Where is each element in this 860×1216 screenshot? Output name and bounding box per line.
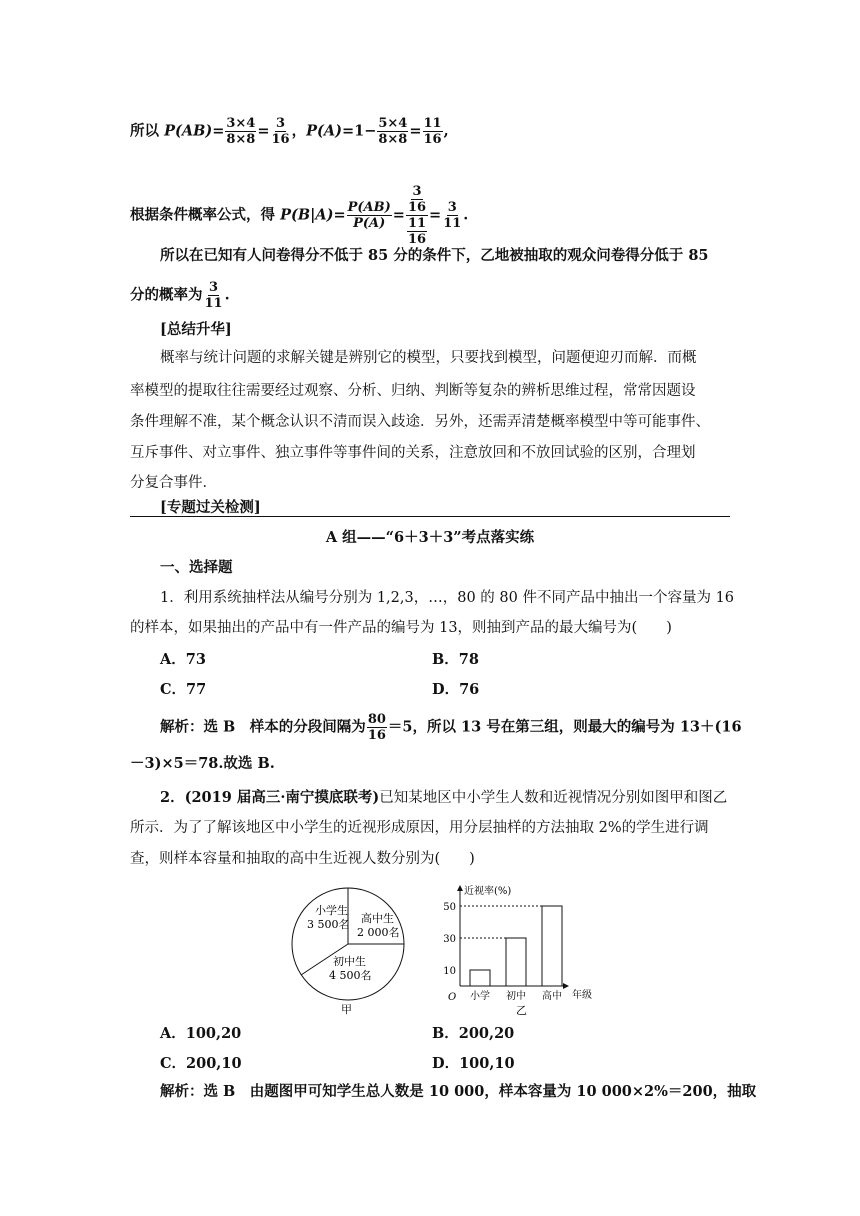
solution-1-line: －3)×5＝78.故选 B. [130,755,275,772]
denominator: 16 [367,728,386,743]
denominator: 16 [423,132,442,147]
text: 分的概率为 [130,286,203,304]
group-title: A 组——“6＋3＋3”考点落实练 [325,529,535,546]
denominator: 11 [443,216,462,231]
text: . [224,286,230,304]
category-label: 高中 [542,991,562,1002]
question-1-line: 1．利用系统抽样法从编号分别为 1,2,3，…，80 的 80 件不同产品中抽出一个容量为 16 [160,590,735,606]
text: = [392,206,405,224]
option-d: D．100,10 [432,1055,515,1072]
category-label: 小学 [470,991,490,1002]
origin-label: O [448,992,457,1003]
chart-caption: 乙 [516,1004,527,1016]
fraction [271,116,291,147]
bars-group [443,902,562,1002]
pie-count: 3 500名 [307,918,350,931]
fraction [442,200,462,231]
question-2-line [160,788,727,808]
text: 所以 [130,122,159,140]
formula-line-1 [130,116,449,147]
text: P(B|A) [280,206,334,224]
pie-caption: 甲 [341,1003,352,1016]
text: P(AB) [164,122,213,140]
denominator: P(A) [353,216,386,231]
summary-line: 概率与统计问题的求解关键是辨别它的模型，只要找到模型，问题便迎刃而解．而概 [160,350,697,366]
formula-line-2 [130,184,468,247]
numerator: 11 [423,116,442,131]
option-c: C．200,10 [160,1055,242,1072]
numerator: 5×4 [378,116,408,131]
text: ＝5，所以 13 号在第三组，则最大的编号为 13＋(16 [387,718,742,736]
bar-0 [470,970,490,986]
denominator: 16 [407,200,427,215]
denominator [406,216,428,247]
solution-1-line [160,712,742,743]
fraction [204,280,224,311]
numerator: 3×4 [226,116,256,131]
text: 解析：选 B 样本的分段间隔为 [160,718,366,736]
option-a: A．100,20 [160,1025,242,1042]
fraction [225,116,256,147]
text: P(A) [306,122,342,140]
nested-fraction [406,184,428,247]
text: 根据条件概率公式，得 [130,206,275,224]
option-b: B．78 [432,651,479,668]
option-d: D．76 [432,681,480,698]
text: =1− [341,122,377,140]
pie-label: 初中生 [333,955,366,968]
numerator [406,184,428,216]
question-source: 2．(2019 届高三·南宁摸底联考) [160,789,380,806]
fraction [407,216,427,247]
paragraph-line: 所以在已知有人问卷得分不低于 85 分的条件下，乙地被抽取的观众问卷得分低于 85 [160,247,709,264]
pie-label: 高中生 [361,912,394,925]
text: 已知某地区中小学生人数和近视情况分别如图甲和图乙 [379,790,728,806]
question-1-line: 的样本，如果抽出的产品中有一件产品的编号为 13，则抽到产品的最大编号为( ) [130,620,672,636]
solution-2-line: 解析：选 B 由题图甲可知学生总人数是 10 000，样本容量为 10 000×2%＝200，抽取 [160,1083,757,1100]
numerator: 3 [209,280,219,295]
text: ， [291,122,307,140]
numerator: 3 [276,116,286,131]
summary-line: 互斥事件、对立事件、独立事件等事件间的关系，注意放回和不放回试验的区别，合理划 [130,445,696,461]
pie-label: 小学生 [315,904,348,917]
denominator: 11 [204,296,223,311]
summary-line: 条件理解不准，某个概念认识不清而误入歧途．另外，还需弄清楚概率模型中等可能事件、 [130,414,710,430]
text: = [333,206,346,224]
option-c: C．77 [160,681,207,698]
fraction [367,712,387,743]
y-tick-label: 30 [443,934,456,945]
y-tick-label: 10 [443,966,456,977]
question-2-line: 所示．为了了解该地区中小学生的近视形成原因，用分层抽样的方法抽取 2%的学生进行调 [130,820,709,836]
question-2-line: 查，则样本容量和抽取的高中生近视人数分别为( ) [130,851,475,867]
part-title: 一、选择题 [160,559,233,576]
numerator: 80 [367,712,386,727]
section-rule [130,516,730,517]
text: = [409,122,422,140]
fraction [423,116,443,147]
x-axis-label: 年级 [572,990,592,1001]
summary-line: 率模型的提取往往需要经过观察、分析、归纳、判断等复杂的辨析思维过程，常常因题设 [130,383,696,399]
numerator: P(AB) [347,200,391,215]
fraction [347,200,392,231]
denominator: 16 [271,132,290,147]
denominator: 8×8 [226,132,256,147]
bar-chart [438,880,606,1016]
category-label: 初中 [506,991,526,1002]
numerator: 11 [407,216,427,231]
numerator: 3 [447,200,457,215]
text: . [463,206,469,224]
option-b: B．200,20 [432,1025,515,1042]
y-tick-label: 50 [443,902,456,913]
y-axis-label: 近视率(%) [464,886,512,897]
text: = [257,122,270,140]
denominator: 8×8 [378,132,408,147]
bar-1 [506,938,526,986]
denominator: 16 [407,232,427,247]
bar-2 [542,906,562,986]
summary-heading: [总结升华] [160,321,232,338]
fraction [377,116,408,147]
fraction [407,184,427,215]
text: = [212,122,225,140]
text: = [429,206,442,224]
text: , [443,122,449,140]
pie-figure [285,882,415,1017]
paragraph-line [130,280,230,311]
summary-line: 分复合事件． [130,475,217,491]
pie-count: 4 500名 [329,969,372,982]
option-a: A．73 [160,651,206,668]
pie-count: 2 000名 [357,926,400,939]
section-heading: [专题过关检测] [160,499,261,516]
numerator: 3 [412,184,422,199]
